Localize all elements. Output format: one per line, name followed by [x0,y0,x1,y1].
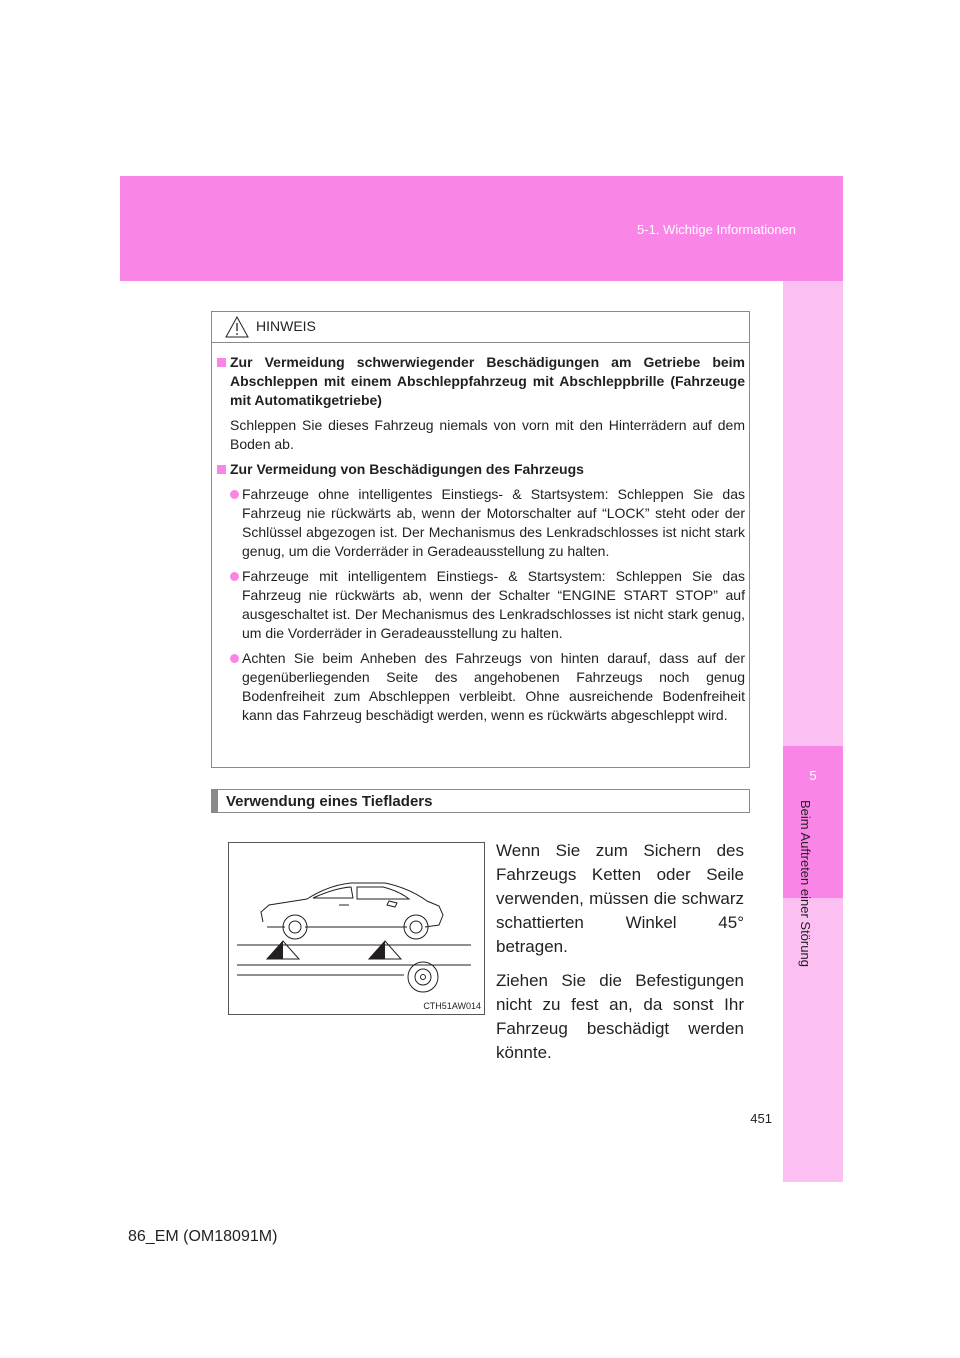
subsection-header [211,789,750,813]
notice-box [211,311,750,768]
document-code: 86_EM (OM18091M) [128,1228,278,1245]
side-tab-top [783,281,843,746]
list-item-text: Fahrzeuge mit intelligentem Einstiegs- & Startsystem: Schleppen Sie das Fahrzeug nie rückwärts ab, wenn der Schalter “ENGINE START STOP” auf ausgeschaltet ist. Der Mechanismus des Lenkradschlosses ist nicht stark genug, um die Vorderräder in Geradeausstellung zu halten. [242,568,745,641]
page-number: 451 [750,1111,772,1126]
notice-heading [217,460,745,479]
subsection-header-bar [212,790,218,812]
notice-heading-text: Zur Vermeidung schwerwiegender Beschädigungen am Getriebe beim Abschleppen mit einem Abschleppfahrzeug mit Abschleppbrille (Fahrzeuge mit Automatikgetriebe) [230,354,745,408]
notice-paragraph: Schleppen Sie dieses Fahrzeug niemals von vorn mit den Hinterrädern auf dem Boden ab. [230,417,745,452]
list-item [217,649,745,725]
circle-bullet-icon [230,490,239,499]
chapter-number: 5 [809,768,817,783]
notice-heading-text: Zur Vermeidung von Beschädigungen des Fahrzeugs [230,461,584,477]
section-paragraph: Wenn Sie zum Sichern des Fahrzeugs Ketten oder Seile verwenden, müssen die schwarz schattierten Winkel 45° betragen. [496,841,744,956]
flatbed-illustration [228,842,485,1015]
notice-heading [217,353,745,410]
list-item-text: Achten Sie beim Anheben des Fahrzeugs von hinten darauf, dass auf der gegenüberliegenden Seite des angehobenen Fahrzeugs noch genug Bodenfreiheit zum Abschleppen verbleibt. Ohne ausreichende Bodenfreiheit kann das Fahrzeug beschädigt werden, wenn es rückwärts abgeschleppt wird. [242,650,745,723]
section-paragraph: Ziehen Sie die Befestigungen nicht zu fest an, da sonst Ihr Fahrzeug beschädigt werden könnte. [496,971,744,1062]
section-body [496,839,744,1075]
subsection-title: Verwendung eines Tiefladers [226,793,433,810]
circle-bullet-icon [230,654,239,663]
square-bullet-icon [217,465,226,474]
notice-body [217,353,745,731]
section-title: 5-1. Wichtige Informationen [637,222,796,237]
circle-bullet-icon [230,572,239,581]
figure-code: CTH51AW014 [423,1001,481,1011]
side-tab-bottom [783,898,843,1182]
square-bullet-icon [217,358,226,367]
notice-label: HINWEIS [256,318,316,334]
notice-header [212,312,749,343]
list-item [217,485,745,561]
warning-icon [225,316,249,343]
car-on-flatbed-icon [229,843,484,1014]
list-item [217,567,745,643]
list-item-text: Fahrzeuge ohne intelligentes Einstiegs- & Startsystem: Schleppen Sie das Fahrzeug nie rückwärts ab, wenn der Motorschalter auf “LOCK” steht oder der Schlüssel abgezogen ist. Der Mechanismus des Lenkradschlosses ist nicht stark genug, um die Vorderräder in Geradeausstellung zu halten. [242,486,745,559]
chapter-title: Beim Auftreten einer Störung [798,800,813,967]
